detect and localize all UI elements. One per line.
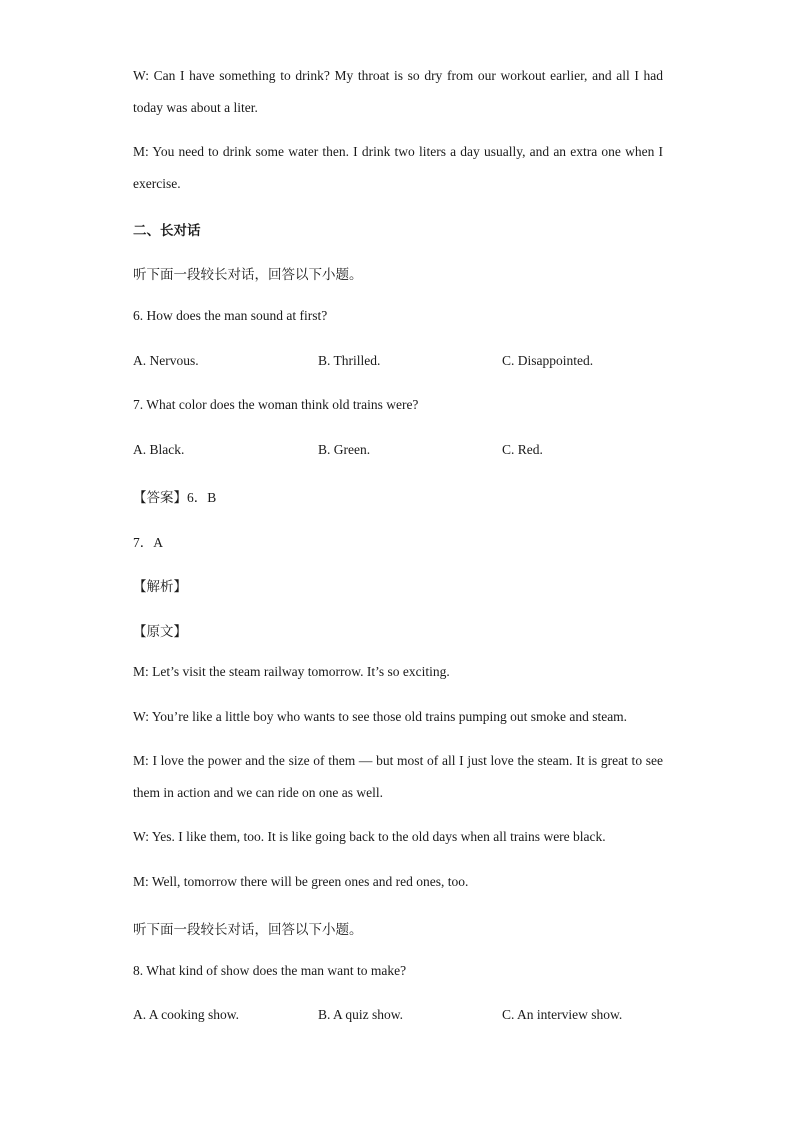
q8-option-a: A. A cooking show.	[133, 1007, 240, 1022]
q6-option-b: B. Thrilled.	[318, 353, 381, 368]
transcript-line-3: M: I love the power and the size of them — but most of all I just love the steam. It is great to see them in action and we can ride on one as well.	[133, 753, 663, 800]
instruction-text: 听下面一段较长对话，回答以下小题。	[133, 922, 363, 937]
transcript-line-5: M: Well, tomorrow there will be green ones and red ones, too.	[133, 874, 469, 889]
answer-7: 7．A	[133, 535, 163, 550]
instruction-text: 听下面一段较长对话，回答以下小题。	[133, 267, 363, 282]
q7-option-c: C. Red.	[502, 442, 543, 457]
answer-label: 【答案】6．B	[133, 490, 217, 505]
dialogue-w-line: W: Can I have something to drink? My throat is so dry from our workout earlier, and all I had today was about a liter.	[133, 68, 663, 115]
question-7: 7. What color does the woman think old trains were?	[133, 397, 419, 412]
q8-option-b: B. A quiz show.	[318, 1007, 404, 1022]
transcript-line-1: M: Let’s visit the steam railway tomorrow. It’s so exciting.	[133, 664, 450, 679]
transcript-line-4: W: Yes. I like them, too. It is like going back to the old days when all trains were black.	[133, 829, 606, 844]
transcript-line-2: W: You’re like a little boy who wants to see those old trains pumping out smoke and steam.	[133, 709, 628, 724]
question-6: 6. How does the man sound at first?	[133, 308, 328, 323]
original-label: 【原文】	[133, 624, 187, 639]
q7-option-b: B. Green.	[318, 442, 371, 457]
q6-option-a: A. Nervous.	[133, 353, 199, 368]
dialogue-m-line: M: You need to drink some water then. I drink two liters a day usually, and an extra one when I exercise.	[133, 144, 663, 191]
analysis-label: 【解析】	[133, 579, 187, 594]
section-heading: 二、长对话	[133, 223, 201, 238]
q8-option-c: C. An interview show.	[502, 1007, 623, 1022]
q6-option-c: C. Disappointed.	[502, 353, 594, 368]
question-8: 8. What kind of show does the man want to make?	[133, 963, 407, 978]
q7-option-a: A. Black.	[133, 442, 185, 457]
